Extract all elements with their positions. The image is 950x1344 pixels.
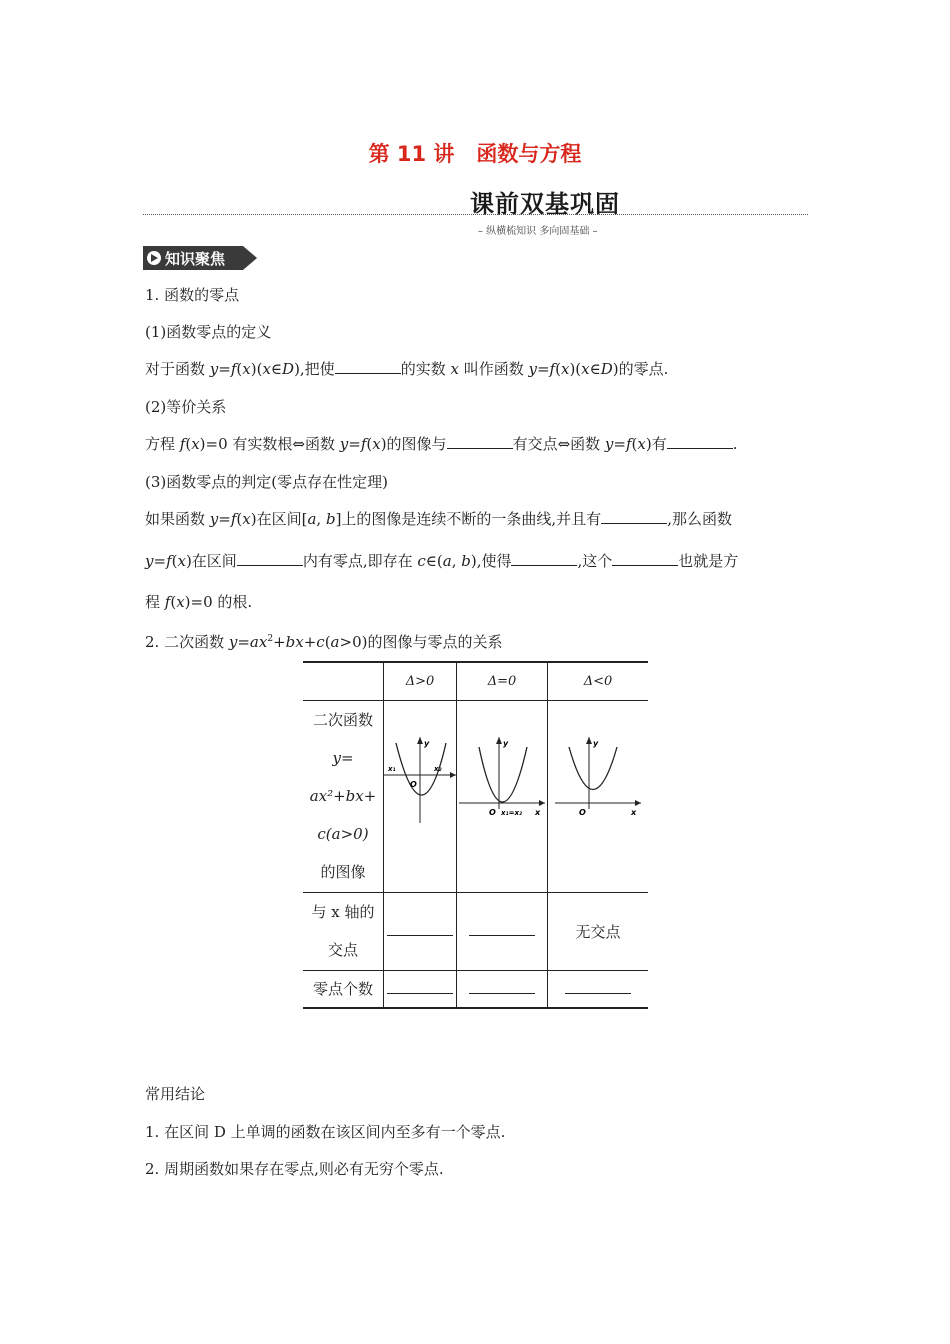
theorem-text-1: 如果函数 y=f(x)在区间[a, b]上的图像是连续不断的一条曲线,并且有 ,那么函数 [145, 510, 732, 528]
theorem-text-2: y=f(x)在区间 内有零点,即存在 c∈(a, b),使得 ,这个 也就是方 [145, 552, 739, 570]
dotted-divider [143, 214, 808, 215]
graph-one-root [457, 700, 548, 892]
page-title: 第 11 讲 函数与方程 [368, 142, 582, 166]
svg-text:x₁: x₁ [388, 764, 396, 773]
answer-blank [387, 992, 453, 994]
conclusion-item: 1. 在区间 D 上单调的函数在该区间内至多有一个零点. [145, 1123, 506, 1141]
cell-no-intersection: 无交点 [548, 892, 649, 970]
quadratic-table [303, 661, 648, 1009]
section-title: 课前双基巩固 [470, 190, 620, 218]
equivalence-text: 方程 f(x)=0 有实数根⇔函数 y=f(x)的图像与 有交点⇔函数 y=f(x)有 . [145, 435, 738, 453]
svg-text:x₂: x₂ [434, 764, 442, 773]
svg-text:y: y [424, 738, 430, 748]
header-delta-positive: Δ>0 [384, 662, 457, 700]
answer-blank [469, 934, 535, 936]
row-label-intersection: 与 x 轴的 交点 [303, 892, 384, 970]
header-delta-zero: Δ=0 [457, 662, 548, 700]
conclusions-heading: 常用结论 [145, 1085, 206, 1103]
row-label-zero-count: 零点个数 [303, 970, 384, 1008]
graph-two-roots [384, 700, 457, 892]
subheading-theorem: (3)函数零点的判定(零点存在性定理) [145, 473, 388, 491]
subheading-definition: (1)函数零点的定义 [145, 323, 272, 341]
section-subtitle: – 纵横梳知识 多向固基础 – [478, 226, 598, 237]
theorem-text-3: 程 f(x)=0 的根. [145, 593, 253, 611]
svg-text:O: O [579, 807, 586, 817]
svg-text:O: O [410, 779, 417, 789]
table-row-intersection [303, 892, 648, 970]
svg-text:y: y [503, 738, 509, 748]
subheading-equivalence: (2)等价关系 [145, 398, 227, 416]
answer-blank [469, 992, 535, 994]
svg-text:O: O [489, 807, 496, 817]
answer-blank [387, 934, 453, 936]
svg-text:x: x [535, 807, 541, 817]
svg-text:y: y [593, 738, 599, 748]
heading-quadratic: 2. 二次函数 $y=ax^2+bx+c(a>0)$的图像与零点的关系 [145, 633, 503, 651]
section-badge: 知识聚焦 [143, 246, 258, 270]
answer-blank [565, 992, 631, 994]
table-header-row [303, 662, 648, 700]
table-row-graph [303, 700, 648, 892]
row-label-graph: 二次函数 y= ax²+bx+ c(a>0) 的图像 [303, 700, 384, 892]
heading-zero-points: 1. 函数的零点 [145, 286, 240, 304]
header-delta-negative: Δ<0 [548, 662, 649, 700]
svg-text:x: x [631, 807, 637, 817]
svg-text:x₁=x₂: x₁=x₂ [501, 808, 523, 817]
graph-no-root [548, 700, 649, 892]
conclusion-item: 2. 周期函数如果存在零点,则必有无穷个零点. [145, 1160, 444, 1178]
table-row-zero-count [303, 970, 648, 1008]
definition-text: 对于函数 y=f(x)(x∈D),把使 的实数 x 叫作函数 y=f(x)(x∈D)的零点. [145, 360, 669, 378]
